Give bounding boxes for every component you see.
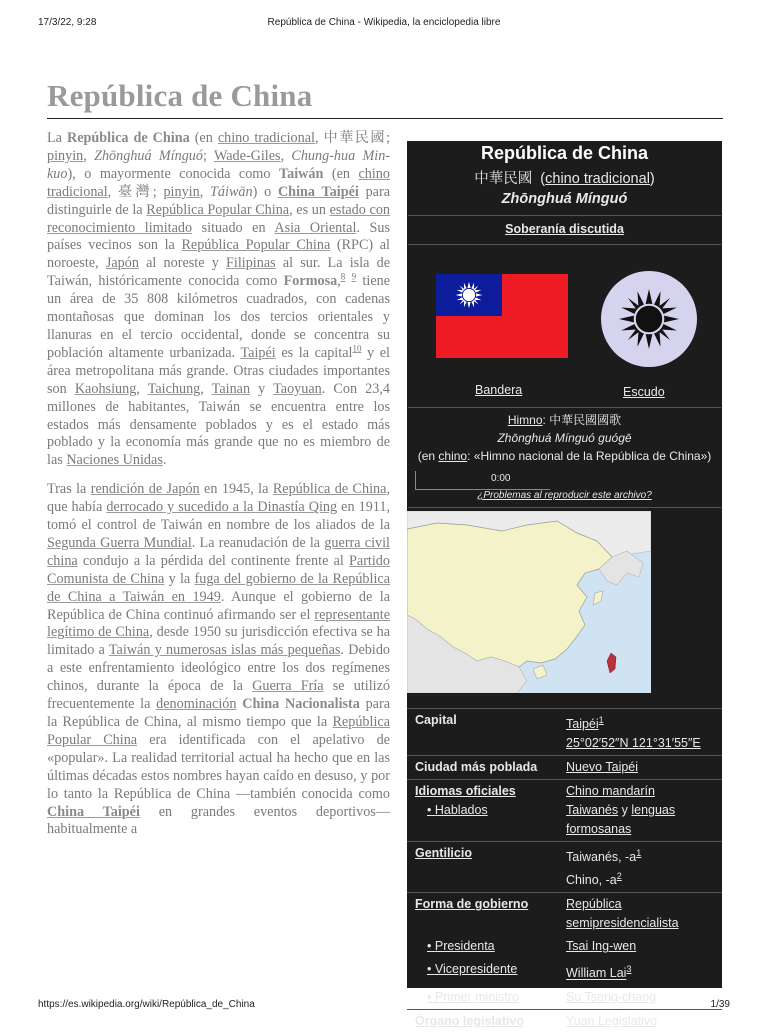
link-mandarin[interactable]: Chino mandarín xyxy=(566,784,655,799)
link-legislature[interactable]: Yuan Legislativo xyxy=(566,1013,658,1028)
link-taiwan-islas[interactable]: Taiwán y numerosas islas más pequeñas xyxy=(108,642,341,659)
ref-capital[interactable]: 1 xyxy=(598,715,604,725)
print-url: https://es.wikipedia.org/wiki/República_de_China xyxy=(38,999,255,1010)
link-china-taipei[interactable]: China Taipéi xyxy=(277,183,359,200)
blue-sky-white-sun-icon xyxy=(619,289,679,349)
link-anthem[interactable]: Himno xyxy=(507,413,543,427)
ref-demonym-1[interactable]: 1 xyxy=(636,848,642,859)
flag-canton xyxy=(436,274,502,316)
term-formosa: Formosa xyxy=(283,273,338,290)
link-denominacion[interactable]: denominación xyxy=(156,696,237,713)
key-spoken-languages: • Hablados xyxy=(427,803,488,818)
link-anthem-language[interactable]: chino xyxy=(438,449,468,463)
link-naciones-unidas[interactable]: Naciones Unidas xyxy=(66,452,163,469)
link-pinyin-2[interactable]: pinyin xyxy=(163,183,200,200)
key-demonym[interactable]: Gentilicio xyxy=(415,846,472,861)
link-taipei[interactable]: Taipéi xyxy=(240,344,276,361)
key-government[interactable]: Forma de gobierno xyxy=(415,897,529,912)
link-president[interactable]: Tsai Ing-wen xyxy=(566,939,637,954)
audio-player[interactable] xyxy=(415,471,714,499)
term-taiwan: Taiwán xyxy=(278,165,324,182)
row-vice-president: • Vicepresidente William Lai$^3$ xyxy=(427,962,632,981)
link-republica-popular-china-2[interactable]: República Popular China xyxy=(181,237,331,254)
link-asia-oriental[interactable]: Asia Oriental xyxy=(274,219,357,236)
link-native-script[interactable]: chino tradicional xyxy=(545,171,650,187)
link-tainan[interactable]: Tainan xyxy=(211,380,251,397)
link-republica-popular-china-3[interactable]: República Popular China xyxy=(47,714,390,748)
article-paragraph-1: La República de China (en chino tradicional, 中華民國; pinyin, Zhōnghuá Mínguó; Wade-Giles, Chung-hua Min-kuo), o mayormente conocida como Taiwán (en chino tradicional, 臺灣; pinyin, Táiwān) o China Taipéi para distinguirle de la República Popular China, es un estado con reconocimiento limitado situado en Asia Oriental. Sus países vecinos son la República Popular China (RPC) al noroeste, Japón al noreste y Filipinas al sur. La isla de Taiwán, históricamente conocida como Formosa,$^8$ $^9$ tiene un área de 35 808 kilómetros cuadrados, con cadenas montañosas que dominan los dos tercios orientales y llanuras en el tercio occidental, donde se concentra su población altamente urbanizada. Taipéi es la capital$^{10}$ y el área metropolitana más grande. Otras ciudades importantes son Kaohsiung, Taichung, Tainan y Taoyuan. Con 23,4 millones de habitantes, Taiwán se encuentra entre los estados más densamente poblados y es el estado más poblado y la economía más grande que no es miembro de las Naciones Unidas. xyxy=(47,130,391,469)
link-wade-giles[interactable]: Wade-Giles xyxy=(213,147,281,164)
infobox-native-name: 中華民國 (chino tradicional) xyxy=(474,171,655,187)
infobox-status xyxy=(407,216,722,244)
link-estado-reconocimiento-limitado[interactable]: estado con reconocimiento limitado xyxy=(47,201,391,236)
link-pinyin[interactable]: pinyin xyxy=(47,147,84,164)
row-prime-minister: • Primer ministro Su Tseng-chang xyxy=(427,989,657,1004)
key-capital: Capital xyxy=(415,713,457,727)
article-body xyxy=(47,130,390,850)
link-kaohsiung[interactable]: Kaohsiung xyxy=(74,380,137,397)
link-formosan-languages[interactable]: lenguas formosanas xyxy=(566,803,676,837)
audio-help-link[interactable]: ¿Problemas al reproducir este archivo? xyxy=(477,490,652,501)
row-capital xyxy=(407,708,722,755)
print-datetime: 17/3/22, 9:28 xyxy=(38,17,97,28)
print-page-number: 1/39 xyxy=(710,999,730,1010)
anthem-section: Himno: 中華民國國歌 Zhōnghuá Mínguó guógē (en chino: «Himno nacional de la República de China») xyxy=(407,408,722,471)
link-japon[interactable]: Japón xyxy=(105,255,139,272)
print-tab-title: República de China - Wikipedia, la enciclopedia libre xyxy=(267,17,501,28)
link-vice-president-title[interactable]: Vicepresidente xyxy=(434,962,518,977)
page-title: República de China xyxy=(47,78,313,113)
national-symbols xyxy=(407,245,722,407)
link-prime-minister-title[interactable]: Primer ministro xyxy=(434,989,519,1004)
link-segunda-guerra-mundial[interactable]: Segunda Guerra Mundial xyxy=(47,534,192,551)
term-republica-de-china: República de China xyxy=(66,130,190,146)
row-demonym: Gentilicio Taiwanés, $-a^1$ Chino, $-a^2$ xyxy=(407,841,722,892)
article-paragraph-2: Tras la rendición de Japón en 1945, la República de China, que había derrocado y sucedido a la Dinastía Qing en 1911, tomó el control de Taiwán en nombre de los aliados de la Segunda Guerra Mundial. La reanudación de la guerra civil china condujo a la pérdida del continente frente al Partido Comunista de China y la fuga del gobierno de la República de China a Taiwán en 1949. Aunque el gobierno de la República de China continuó afirmando ser el representante legítimo de China, desde 1950 su jurisdicción efectiva se ha limitado a Taiwán y numerosas islas más pequeñas. Debido a este enfrentamiento ideológico entre los dos regímenes chinos, durante la época de la Guerra Fría se utilizó frecuentemente la denominación China Nacionalista para la República de China, al mismo tiempo que la República Popular China era identificada con el apelativo de «popular». La realidad territorial actual ha hecho que en las últimas décadas estos nombres hayan caído en desuso, y por lo tanto la República de China —también conocida como China Taipéi en grandes eventos deportivos— habitualmente a xyxy=(47,481,391,838)
infobox-data-rows xyxy=(407,708,722,1033)
flag-image[interactable] xyxy=(436,274,568,358)
ref-9[interactable]: 9 xyxy=(351,271,357,282)
audio-progress-bar[interactable] xyxy=(415,471,550,490)
link-dinastia-qing[interactable]: derrocado y sucedido a la Dinastía Qing xyxy=(106,499,338,516)
link-taichung[interactable]: Taichung xyxy=(147,380,201,397)
flag-label[interactable]: Bandera xyxy=(475,383,523,397)
audio-time: 0:00 xyxy=(491,473,511,484)
row-government xyxy=(407,892,722,935)
link-capital[interactable]: Taipéi xyxy=(566,717,599,732)
emblem-label[interactable]: Escudo xyxy=(623,385,665,399)
link-prime-minister[interactable]: Su Tseng-chang xyxy=(566,989,657,1004)
link-vice-president[interactable]: William Lai xyxy=(566,966,627,981)
link-president-title[interactable]: Presidenta xyxy=(434,939,495,954)
link-status[interactable]: Soberanía discutida xyxy=(505,222,624,236)
link-republica-popular-china[interactable]: República Popular China xyxy=(146,201,290,218)
title-divider xyxy=(47,118,723,119)
row-president: • Presidenta Tsai Ing-wen xyxy=(427,939,637,954)
link-taoyuan[interactable]: Taoyuan xyxy=(273,380,322,397)
ref-10[interactable]: 10 xyxy=(352,343,362,354)
link-largest-city[interactable]: Nuevo Taipéi xyxy=(566,760,639,775)
row-legislature xyxy=(407,1009,722,1033)
ref-demonym-2[interactable]: 2 xyxy=(616,871,622,882)
ref-vice-president[interactable]: 3 xyxy=(626,964,632,975)
row-languages: Idiomas oficiales • Hablados Chino mandarín Taiwanés y lenguas formosanas xyxy=(407,779,722,841)
link-filipinas[interactable]: Filipinas xyxy=(225,255,276,272)
infobox-title: República de China xyxy=(480,143,649,163)
link-government-type[interactable]: República semipresidencialista xyxy=(566,897,679,931)
row-largest-city xyxy=(407,755,722,779)
anthem-translation: (en chino: «Himno nacional de la República de China») xyxy=(417,449,712,463)
link-chino-tradicional-2[interactable]: chino tradicional xyxy=(47,165,390,200)
key-legislature[interactable]: Órgano legislativo xyxy=(415,1013,525,1028)
key-largest-city: Ciudad más poblada xyxy=(415,760,538,775)
link-china-taipei-2[interactable]: China Taipéi xyxy=(47,803,140,820)
link-taiwanese[interactable]: Taiwanés xyxy=(566,803,619,818)
link-fuga-gobierno[interactable]: fuga del gobierno de la República de China a Taiwán en 1949 xyxy=(47,570,391,605)
key-official-languages[interactable]: Idiomas oficiales xyxy=(415,784,516,799)
anthem-romanized: Zhōnghuá Mínguó guógē xyxy=(497,431,632,445)
link-republica-de-china[interactable]: República de China xyxy=(272,481,387,498)
divider xyxy=(408,507,721,508)
link-rendicion-japon[interactable]: rendición de Japón xyxy=(90,481,200,498)
link-representante-legitimo[interactable]: representante legítimo de China xyxy=(47,606,390,641)
link-guerra-civil-china[interactable]: guerra civil china xyxy=(47,534,390,569)
link-guerra-fria[interactable]: Guerra Fría xyxy=(252,678,324,695)
print-header xyxy=(0,10,768,26)
link-chino-tradicional[interactable]: chino tradicional xyxy=(217,130,315,146)
emblem-image[interactable] xyxy=(601,271,697,367)
location-map[interactable] xyxy=(407,511,651,693)
link-partido-comunista[interactable]: Partido Comunista de China xyxy=(47,552,390,587)
white-sun-icon xyxy=(455,281,483,309)
link-coordinates[interactable]: 25°02′52″N 121°31′55″E xyxy=(566,736,701,751)
infobox-romanized: Zhōnghuá Mínguó xyxy=(501,191,628,207)
ref-8[interactable]: 8 xyxy=(340,271,346,282)
term-china-nacionalista: China Nacionalista xyxy=(242,696,360,713)
